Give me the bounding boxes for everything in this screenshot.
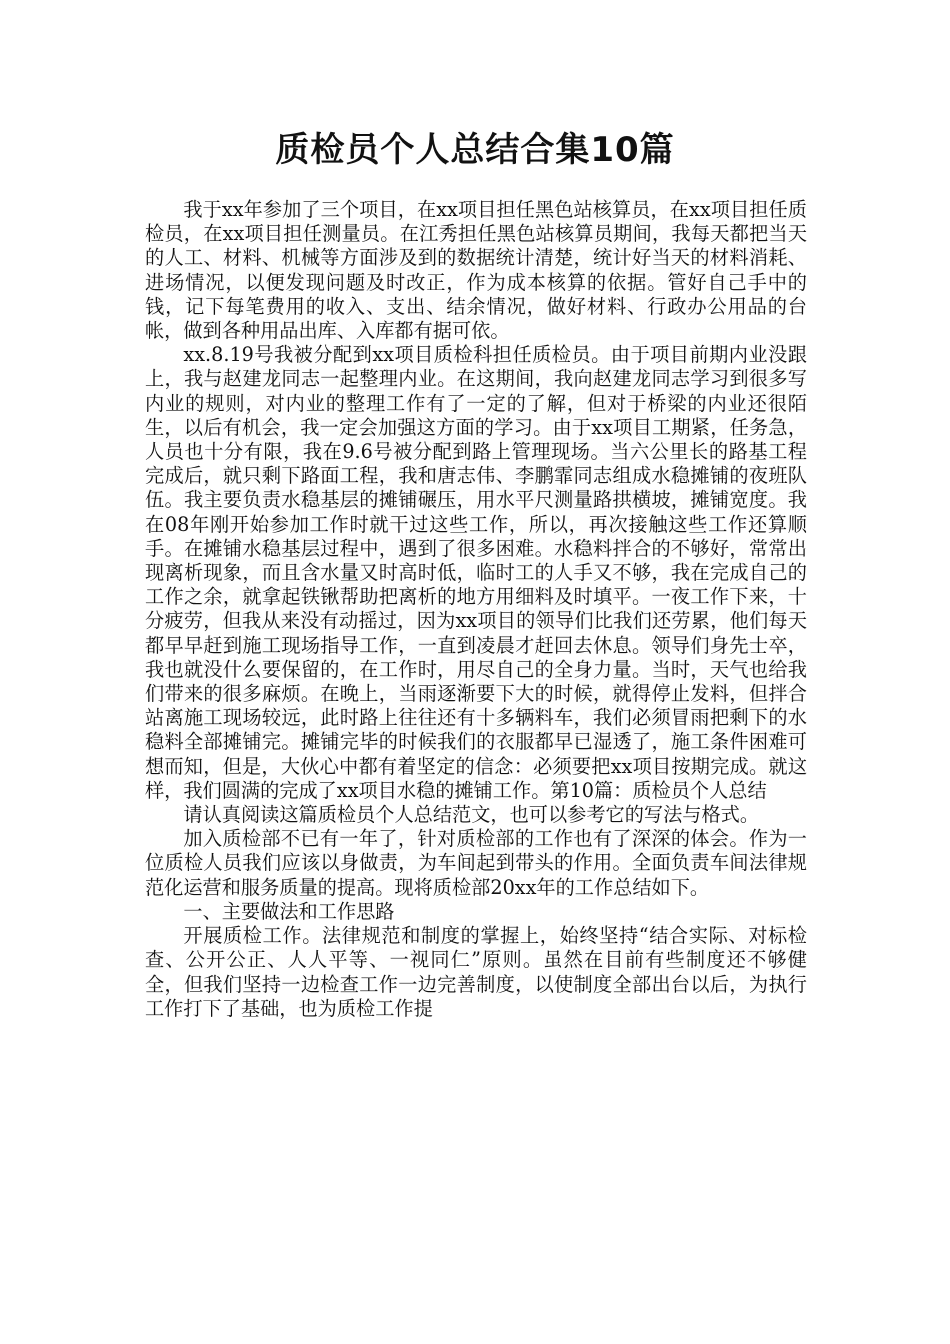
paragraph-2: xx.8.19号我被分配到xx项目质检科担任质检员。由于项目前期内业没跟上，我与赵建龙同志一起整理内业。在这期间，我向赵建龙同志学习到很多写内业的规则，对内业的整理工作有了一定的了解，但对于桥梁的内业还很陌生，以后有机会，我一定会加强这方面的学习。由于xx项目工期紧，任务急，人员也十分有限，我在9.6号被分配到路上管理现场。当六公里长的路基工程完成后，就只剩下路面工程，我和唐志伟、李鹏霏同志组成水稳摊铺的夜班队伍。我主要负责水稳基层的摊铺碾压，用水平尺测量路拱横坡，摊铺宽度。我在08年刚开始参加工作时就干过这些工作，所以，再次接触这些工作还算顺手。在摊铺水稳基层过程中，遇到了很多困难。水稳料拌合的不够好，常常出现离析现象，而且含水量又时高时低，临时工的人手又不够，我在完成自己的工作之余，就拿起铁锹帮助把离析的地方用细料及时填平。一夜工作下来，十分疲劳，但我从来没有动摇过，因为xx项目的领导们比我们还劳累，他们每天都早早赶到施工现场指导工作，一直到凌晨才赶回去休息。领导们身先士卒，我也就没什么要保留的，在工作时，用尽自己的全身力量。当时，天气也给我们带来的很多麻烦。在晚上，当雨逐渐要下大的时候，就得停止发料，但拌合站离施工现场较远，此时路上往往还有十多辆料车，我们必须冒雨把剩下的水稳料全部摊铺完。摊铺完毕的时候我们的衣服都早已湿透了，施工条件困难可想而知，但是，大伙心中都有着坚定的信念：必须要把xx项目按期完成。就这样，我们圆满的完成了xx项目水稳的摊铺工作。第10篇：质检员个人总结 bbox=[145, 343, 807, 802]
paragraph-4: 加入质检部不已有一年了，针对质检部的工作也有了深深的体会。作为一位质检人员我们应该以身做责，为车间起到带头的作用。全面负责车间法律规范化运营和服务质量的提高。现将质检部20xx年的工作总结如下。 bbox=[145, 827, 807, 899]
paragraph-1: 我于xx年参加了三个项目，在xx项目担任黑色站核算员，在xx项目担任质检员，在xx项目担任测量员。在江秀担任黑色站核算员期间，我每天都把当天的人工、材料、机械等方面涉及到的数据统计清楚，统计好当天的材料消耗、进场情况，以便发现问题及时改正，作为成本核算的依据。管好自己手中的钱，记下每笔费用的收入、支出、结余情况，做好材料、行政办公用品的台帐，做到各种用品出库、入库都有据可依。 bbox=[145, 198, 807, 343]
document-body bbox=[145, 198, 807, 1021]
document-title: 质检员个人总结合集10篇 bbox=[275, 130, 675, 170]
paragraph-3: 请认真阅读这篇质检员个人总结范文，也可以参考它的写法与格式。 bbox=[183, 803, 760, 827]
paragraph-5: 开展质检工作。法律规范和制度的掌握上，始终坚持“结合实际、对标检查、公开公正、人人平等、一视同仁”原则。虽然在目前有些制度还不够健全，但我们坚持一边检查工作一边完善制度，以使制度全部出台以后，为执行工作打下了基础，也为质检工作提 bbox=[145, 924, 807, 1020]
section-heading: 一、主要做法和工作思路 bbox=[183, 899, 395, 923]
